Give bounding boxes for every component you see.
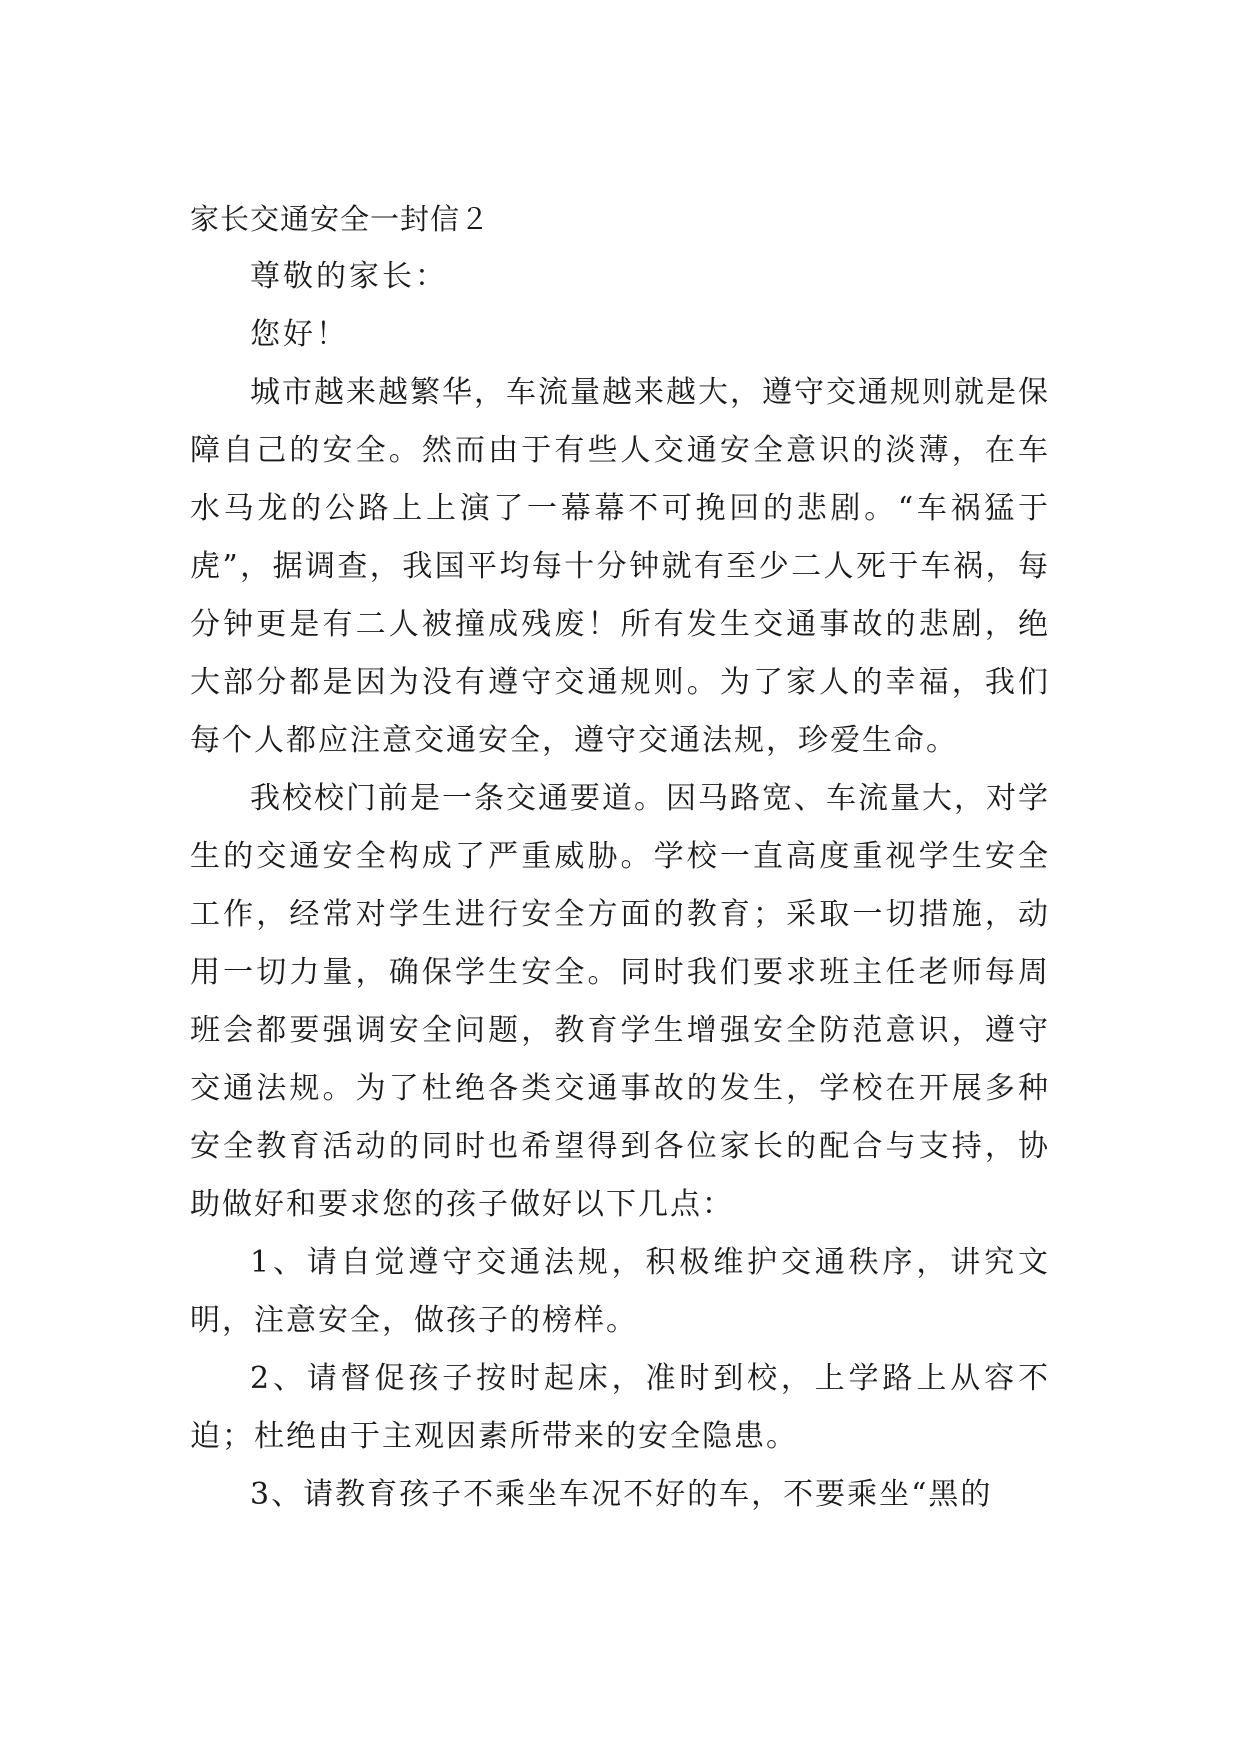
list-item-3: 3、请教育孩子不乘坐车况不好的车，不要乘坐“黑的 — [250, 1477, 993, 1512]
letter-title: 家长交通安全一封信２ — [190, 202, 491, 236]
list-item-2: 2、请督促孩子按时起床，准时到校，上学路上从容不迫；杜绝由于主观因素所带来的安全隐患。 — [190, 1361, 1050, 1454]
paragraph-intro: 城市越来越繁华，车流量越来越大，遵守交通规则就是保障自己的安全。然而由于有些人交通安全意识的淡薄，在车水马龙的公路上上演了一幕幕不可挽回的悲剧。“车祸猛于虎”，据调查，我国平均每十分钟就有至少二人死于车祸，每分钟更是有二人被撞成残废！所有发生交通事故的悲剧，绝大部分都是因为没有遵守交通规则。为了家人的幸福，我们每个人都应注意交通安全，遵守交通法规，珍爱生命。 — [190, 375, 1050, 758]
salutation: 尊敬的家长： — [250, 259, 448, 294]
greeting: 您好！ — [250, 317, 349, 352]
list-item-1: 1、请自觉遵守交通法规，积极维护交通秩序，讲究文明，注意安全，做孩子的榜样。 — [190, 1245, 1050, 1338]
paragraph-school: 我校校门前是一条交通要道。因马路宽、车流量大，对学生的交通安全构成了严重威胁。学校一直高度重视学生安全工作，经常对学生进行安全方面的教育；采取一切措施，动用一切力量，确保学生安全。同时我们要求班主任老师每周班会都要强调安全问题，教育学生增强安全防范意识，遵守交通法规。为了杜绝各类交通事故的发生，学校在开展多种安全教育活动的同时也希望得到各位家长的配合与支持，协助做好和要求您的孩子做好以下几点： — [190, 781, 1050, 1222]
letter-body — [190, 190, 1050, 1524]
